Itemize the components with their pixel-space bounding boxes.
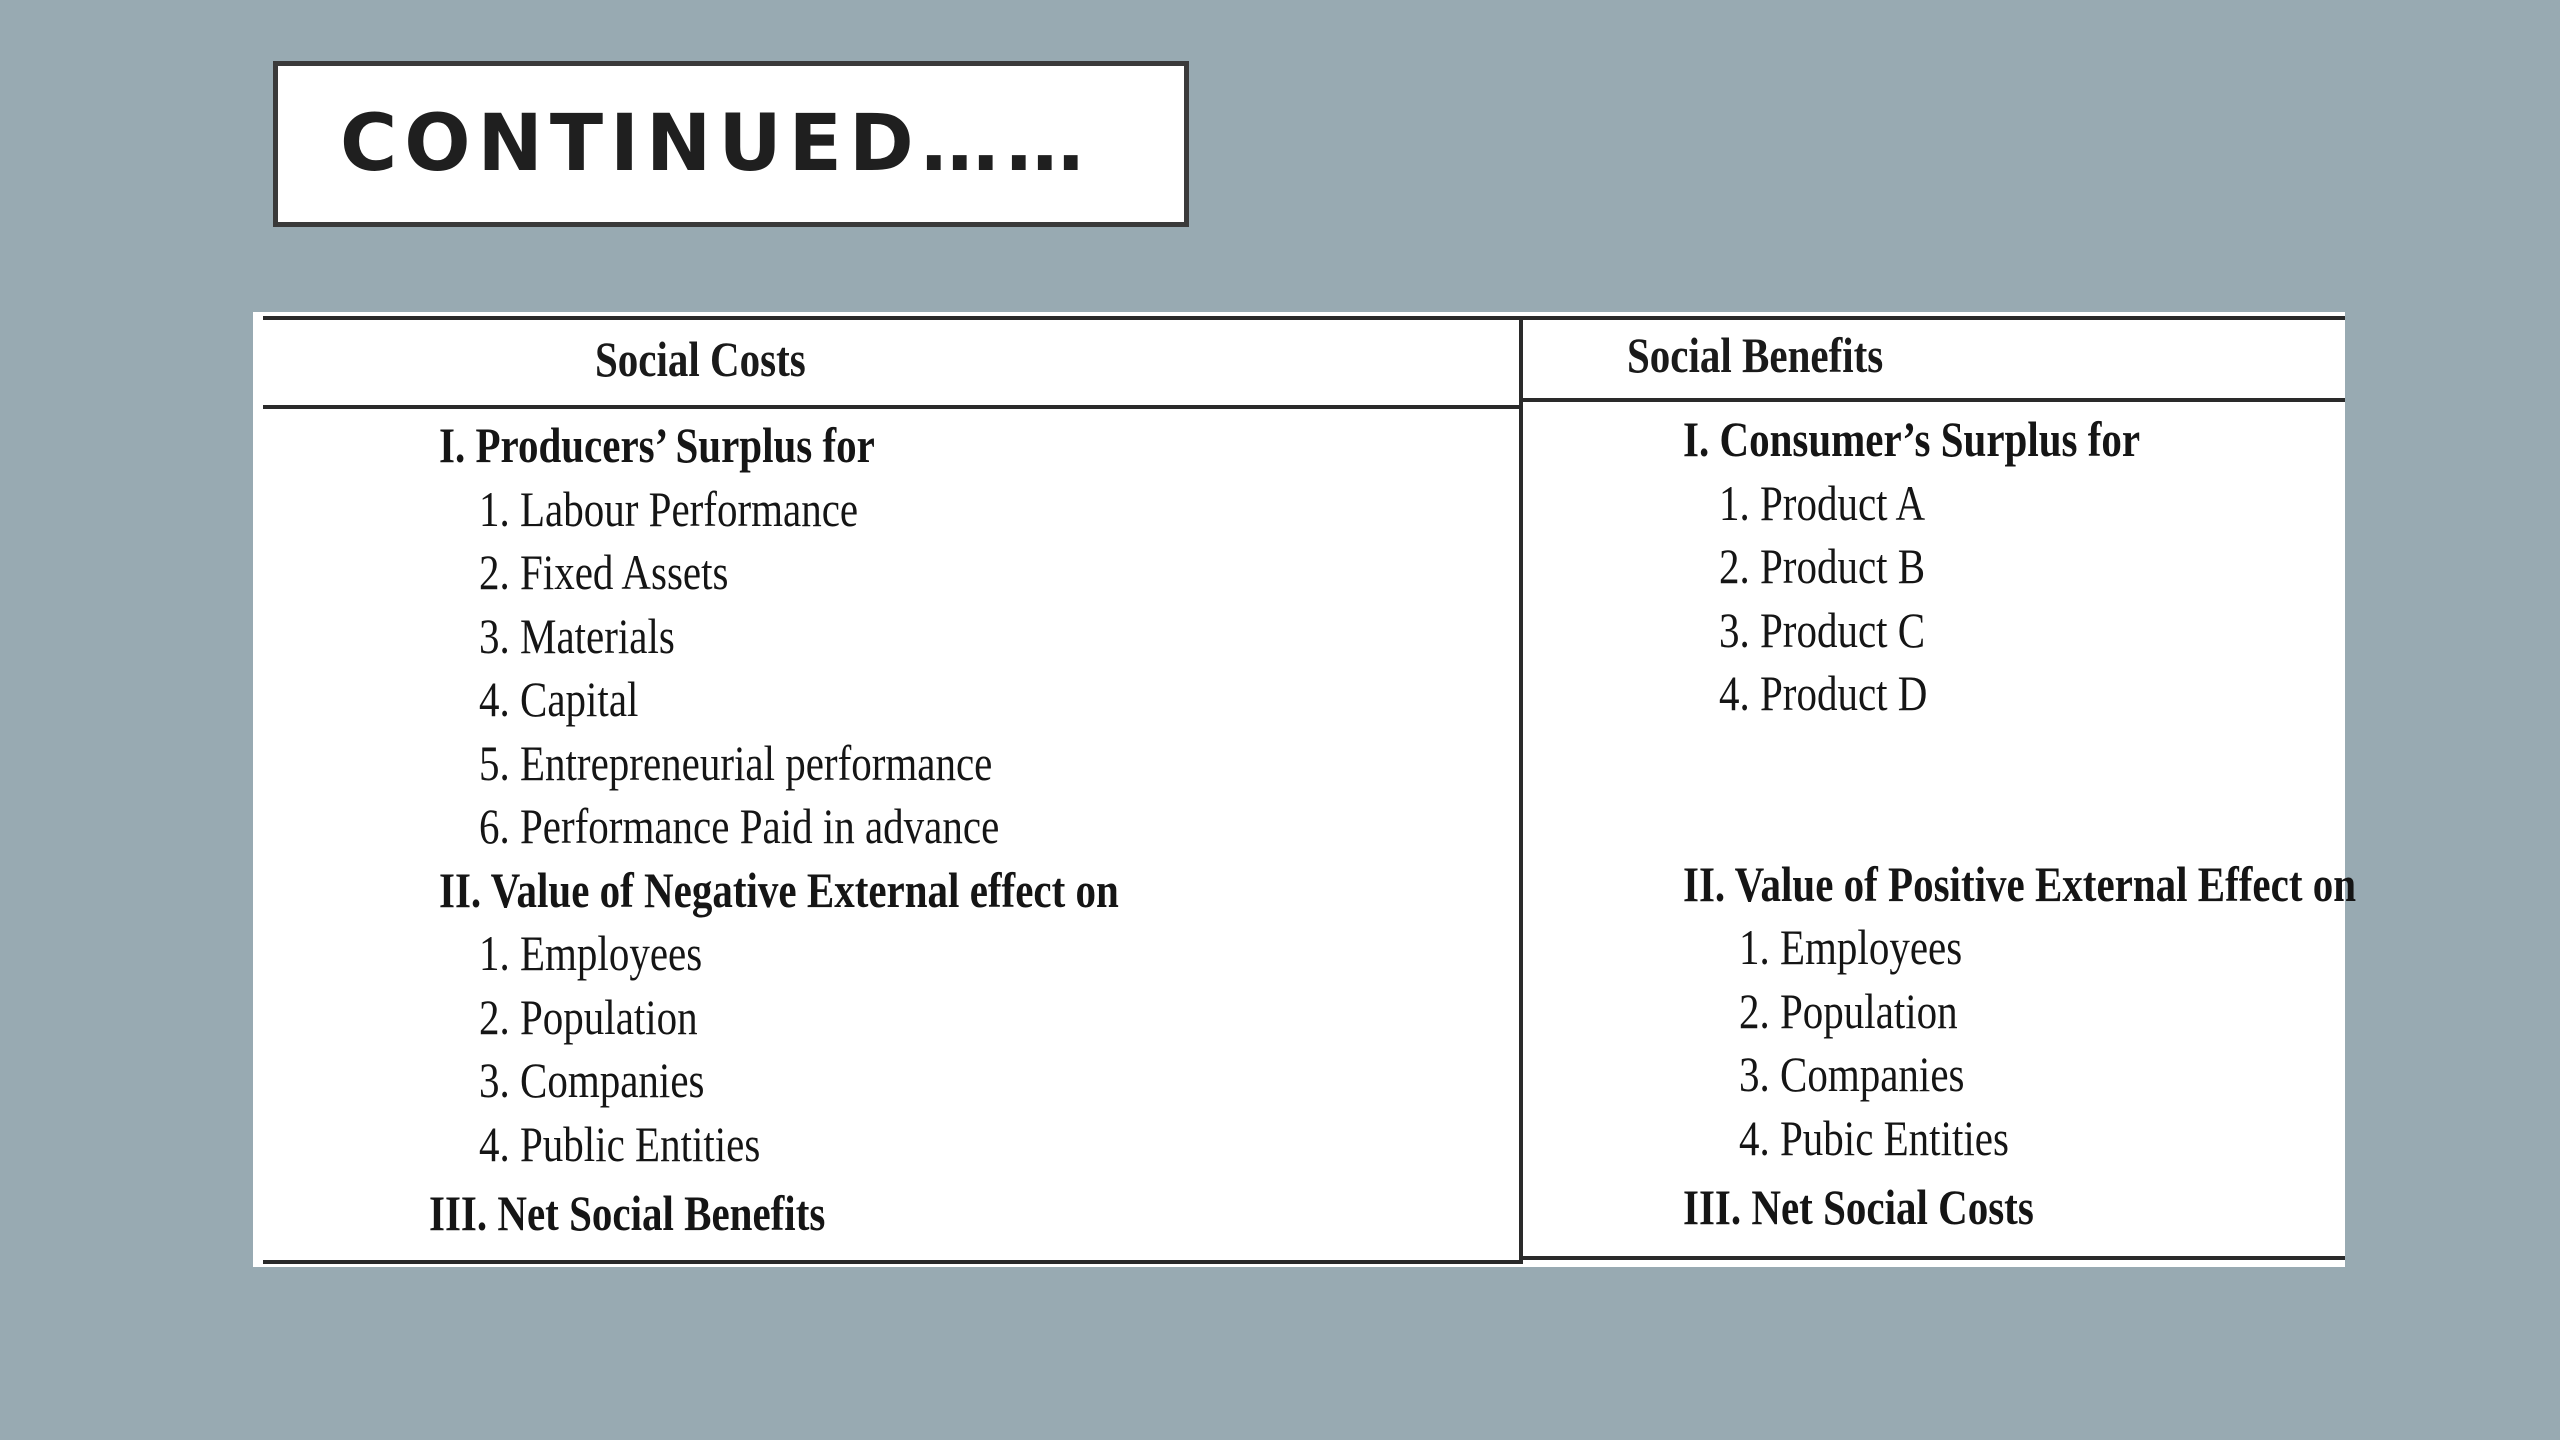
list-item: 4. Public Entities [479, 1115, 761, 1172]
list-item: 2. Population [479, 988, 698, 1045]
social-cost-benefit-table [253, 312, 2357, 1267]
list-item: II. Value of Negative External effect on [439, 861, 1119, 918]
header-social-benefits: Social Benefits [1627, 327, 1884, 383]
list-item: 4. Product D [1719, 665, 1928, 721]
table-top-rule [263, 316, 2345, 320]
list-item: 4. Pubic Entities [1739, 1109, 2009, 1166]
header-rule-left [263, 405, 1521, 409]
list-item: 1. Product A [1719, 474, 1926, 531]
list-item: 1. Employees [479, 925, 703, 981]
list-item: 2. Population [1739, 982, 1958, 1039]
slide-title-box [273, 61, 1189, 227]
list-item: 1. Employees [1739, 919, 1963, 975]
table-bottom-rule-right [1521, 1256, 2345, 1260]
list-item: 4. Capital [479, 671, 639, 727]
list-item: III. Net Social Benefits [429, 1185, 826, 1241]
list-item: 1. Labour Performance [479, 480, 859, 537]
list-item: 3. Materials [479, 607, 675, 664]
social-benefits-list [1523, 408, 2357, 1235]
list-item: 2. Product B [1719, 538, 1926, 594]
list-item: I. Producers’ Surplus for [439, 417, 875, 473]
list-item: I. Consumer’s Surplus for [1683, 411, 2141, 467]
header-social-costs: Social Costs [595, 331, 806, 387]
social-costs-list [253, 414, 1513, 1240]
table-bottom-rule-left [263, 1260, 1521, 1264]
header-rule-right [1521, 398, 2345, 402]
list-item: 3. Product C [1719, 601, 1926, 658]
list-item: 5. Entrepreneurial performance [479, 734, 993, 791]
list-item: III. Net Social Costs [1683, 1179, 2034, 1235]
list-item: 6. Performance Paid in advance [479, 798, 1000, 854]
slide-title: CONTINUED…… [340, 99, 1091, 189]
list-item: 3. Companies [1739, 1046, 1965, 1102]
list-spacer [1523, 789, 2197, 853]
list-item: 3. Companies [479, 1052, 705, 1108]
list-item: 2. Fixed Assets [479, 544, 729, 600]
list-spacer [1523, 726, 2197, 790]
list-item: II. Value of Positive External Effect on [1683, 855, 2357, 912]
